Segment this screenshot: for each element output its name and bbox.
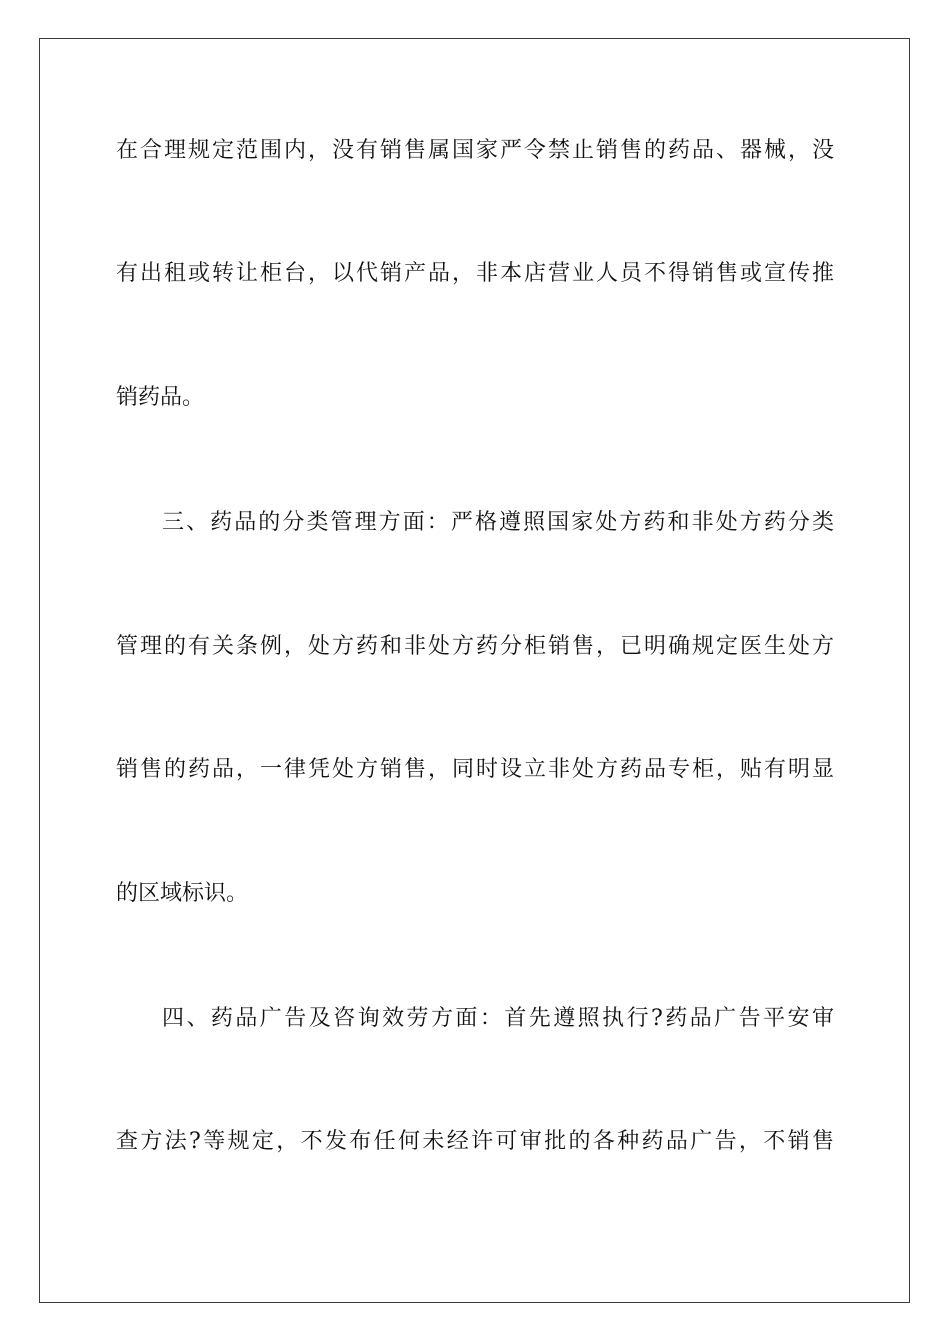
body-line-3: 销药品。 bbox=[116, 385, 205, 410]
body-line-6: 销售的药品，一律凭处方销售，同时设立非处方药品专柜，贴有明显 bbox=[116, 757, 834, 782]
page-frame bbox=[39, 38, 910, 1303]
body-line-5: 管理的有关条例，处方药和非处方药分柜销售，已明确规定医生处方 bbox=[116, 634, 834, 659]
body-line-7: 的区域标识。 bbox=[116, 881, 249, 906]
body-line-9: 查方法?等规定，不发布任何未经许可审批的各种药品广告，不销售 bbox=[116, 1129, 834, 1154]
section-4-heading-line: 四、药品广告及咨询效劳方面：首先遵照执行?药品广告平安审 bbox=[162, 1006, 834, 1031]
body-line-2: 有出租或转让柜台，以代销产品，非本店营业人员不得销售或宣传推 bbox=[116, 261, 834, 286]
section-3-heading-line: 三、药品的分类管理方面：严格遵照国家处方药和非处方药分类 bbox=[162, 510, 834, 535]
body-line-1: 在合理规定范围内，没有销售属国家严令禁止销售的药品、器械，没 bbox=[116, 138, 834, 163]
